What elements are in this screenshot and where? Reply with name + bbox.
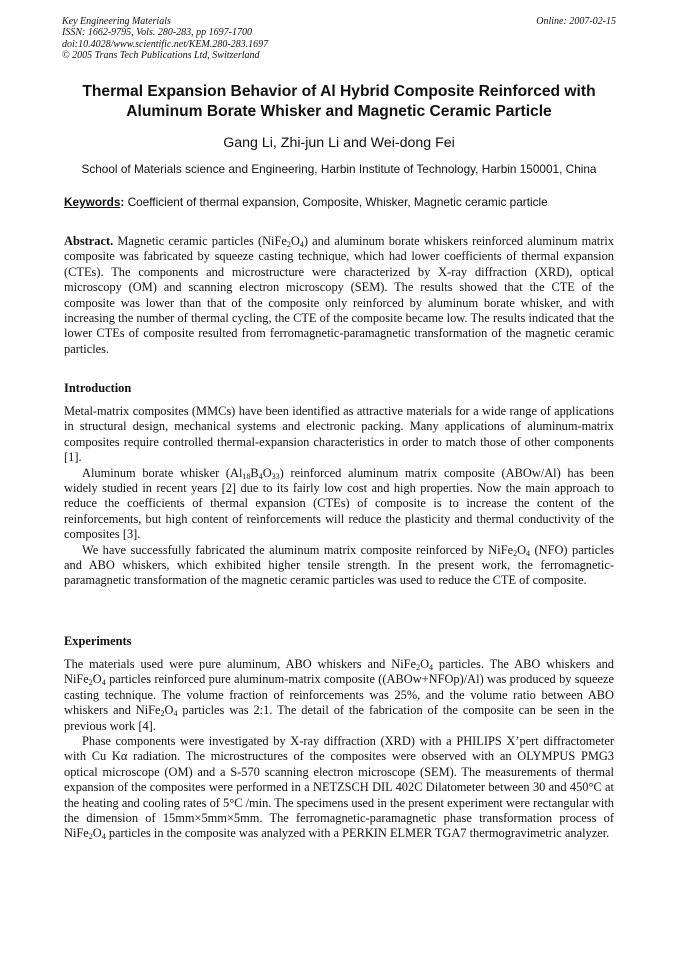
subscript: 2 bbox=[513, 548, 518, 558]
subscript: 2 bbox=[416, 663, 421, 672]
intro-text: B bbox=[250, 465, 259, 480]
journal-name: Key Engineering Materials bbox=[62, 16, 171, 27]
journal-header bbox=[62, 16, 616, 62]
keywords-line bbox=[64, 195, 638, 209]
experiments-body bbox=[64, 657, 614, 842]
exp-text: O bbox=[420, 657, 430, 671]
subscript: 2 bbox=[286, 240, 291, 249]
intro-text: We have successfully fabricated the aluminum matrix composite reinforced by NiFe bbox=[82, 542, 514, 557]
subscript: 2 bbox=[88, 678, 93, 688]
exp-text: O bbox=[164, 703, 174, 718]
exp-text: particles was 2:1. The detail of the fabrication of the composite can be seen in the previous work [4]. bbox=[64, 703, 614, 733]
intro-text: O bbox=[262, 465, 272, 480]
intro-paragraph-2 bbox=[64, 466, 614, 543]
exp-text: particles. The ABO whiskers and NiFe bbox=[64, 657, 615, 687]
subscript: 33 bbox=[271, 471, 280, 481]
intro-paragraph-3 bbox=[64, 543, 614, 589]
exp-text: O bbox=[92, 826, 102, 841]
exp-text: particles reinforced pure aluminum-matrix composite ((ABOw+NFOp)/Al) was produced by squeeze casting technique. The volume fraction of reinforcements was 25%, and the volume ratio between ABO whiskers and NiFe bbox=[64, 672, 614, 718]
subscript: 4 bbox=[526, 548, 531, 558]
copyright-line: © 2005 Trans Tech Publications Ltd, Switzerland bbox=[62, 50, 260, 62]
intro-text: (NFO) particles and ABO whiskers, which exhibited higher tensile strength. In the present work, the ferromagnetic-paramagnetic transformation of the magnetic ceramic particles was used to reduce the CTE of composite. bbox=[64, 542, 614, 588]
abstract-label: Abstract. bbox=[64, 234, 114, 248]
intro-text: ) reinforced aluminum matrix composite (ABOw/Al) has been widely studied in recent years [2] due to its fairly low cost and high properties. Now the main approach to reduce the coefficients of thermal expansion (CTEs) of composite is to increase the content of the reinforcements, but high content of reinforcements will reduce the plasticity and thermal conductivity of the composites [3]. bbox=[64, 465, 614, 542]
abstract-text: ) and aluminum borate whiskers reinforced aluminum matrix composite was fabricated by squeeze casting technique, which had lower coefficients of thermal expansion (CTEs). The components and microstructure were characterized by X-ray diffraction (XRD), optical microscopy (OM) and scanning electron microscopy (SEM). The results showed that the CTE of the composite was lower than that of the composite only reinforced by aluminum borate whisker, and with increasing the number of thermal cycling, the CTE of the composite became low. The results indicated that the lower CTEs of composite resulted from ferromagnetic-paramagnetic transformation of the magnetic ceramic particles. bbox=[64, 234, 615, 356]
keywords-colon: : bbox=[120, 195, 125, 209]
subscript: 2 bbox=[88, 832, 93, 842]
intro-paragraph-1: Metal-matrix composites (MMCs) have been identified as attractive materials for a wide range of applications in structural design, mechanical systems and electronic packing. Many applications of aluminum-matrix composites require controlled thermal-expansion characteristics in order to match those of other components [1]. bbox=[64, 404, 614, 465]
abstract-text: O bbox=[290, 234, 300, 248]
paper-title: Thermal Expansion Behavior of Al Hybrid Composite Reinforced with Aluminum Borate Whisker and Magnetic Ceramic Particle bbox=[82, 83, 596, 120]
subscript: 4 bbox=[101, 678, 106, 688]
exp-paragraph-1 bbox=[64, 657, 614, 734]
abstract-text: Magnetic ceramic particles (NiFe bbox=[113, 234, 287, 248]
subscript: 4 bbox=[101, 832, 106, 842]
abstract bbox=[64, 234, 614, 357]
doi-line: doi:10.4028/www.scientific.net/KEM.280-283.1697 bbox=[62, 38, 269, 50]
issn-line: ISSN: 1662-9795, Vols. 280-283, pp 1697-1700 bbox=[62, 27, 252, 39]
subscript: 4 bbox=[173, 709, 178, 719]
affiliation: School of Materials science and Engineering, Harbin Institute of Technology, Harbin 150001, China bbox=[81, 162, 597, 176]
experiments-heading: Experiments bbox=[64, 634, 132, 648]
keywords-label: Keywords bbox=[64, 195, 121, 209]
exp-text: The materials used were pure aluminum, ABO whiskers and NiFe bbox=[64, 657, 417, 671]
author-list: Gang Li, Zhi-jun Li and Wei-dong Fei bbox=[223, 135, 455, 151]
intro-text: Aluminum borate whisker (Al bbox=[82, 465, 243, 480]
intro-text: O bbox=[517, 542, 527, 557]
introduction-body bbox=[64, 404, 614, 589]
exp-text: Phase components were investigated by X-ray diffraction (XRD) with a PHILIPS X’pert diffractometer with Cu Kα radiation. The microstructures of the composites were observed with an OLYMPUS PMG3 optical microscope (OM) and a S-570 scanning electron microscope (SEM). The measurements of thermal expansion of the composites were performed in a NETZSCH DIL 402C Dilatometer between 30 and 450°C at the heating and cooling rates of 5°C /min. The specimens used in the present experiment were rectangular with the dimension of 15mm×5mm×5mm. The ferromagnetic-paramagnetic phase transformation process of NiFe bbox=[64, 734, 614, 841]
exp-paragraph-2 bbox=[64, 734, 614, 842]
exp-text: particles in the composite was analyzed with a PERKIN ELMER TGA7 thermogravimetric analyzer. bbox=[105, 826, 610, 841]
keywords-text: Coefficient of thermal expansion, Composite, Whisker, Magnetic ceramic particle bbox=[124, 195, 548, 209]
subscript: 2 bbox=[160, 709, 165, 719]
subscript: 4 bbox=[299, 240, 304, 249]
online-date: Online: 2007-02-15 bbox=[536, 16, 616, 27]
subscript: 4 bbox=[429, 663, 434, 672]
introduction-heading: Introduction bbox=[64, 381, 132, 395]
subscript: 4 bbox=[258, 471, 263, 481]
exp-text: O bbox=[92, 672, 102, 687]
subscript: 18 bbox=[242, 471, 251, 481]
